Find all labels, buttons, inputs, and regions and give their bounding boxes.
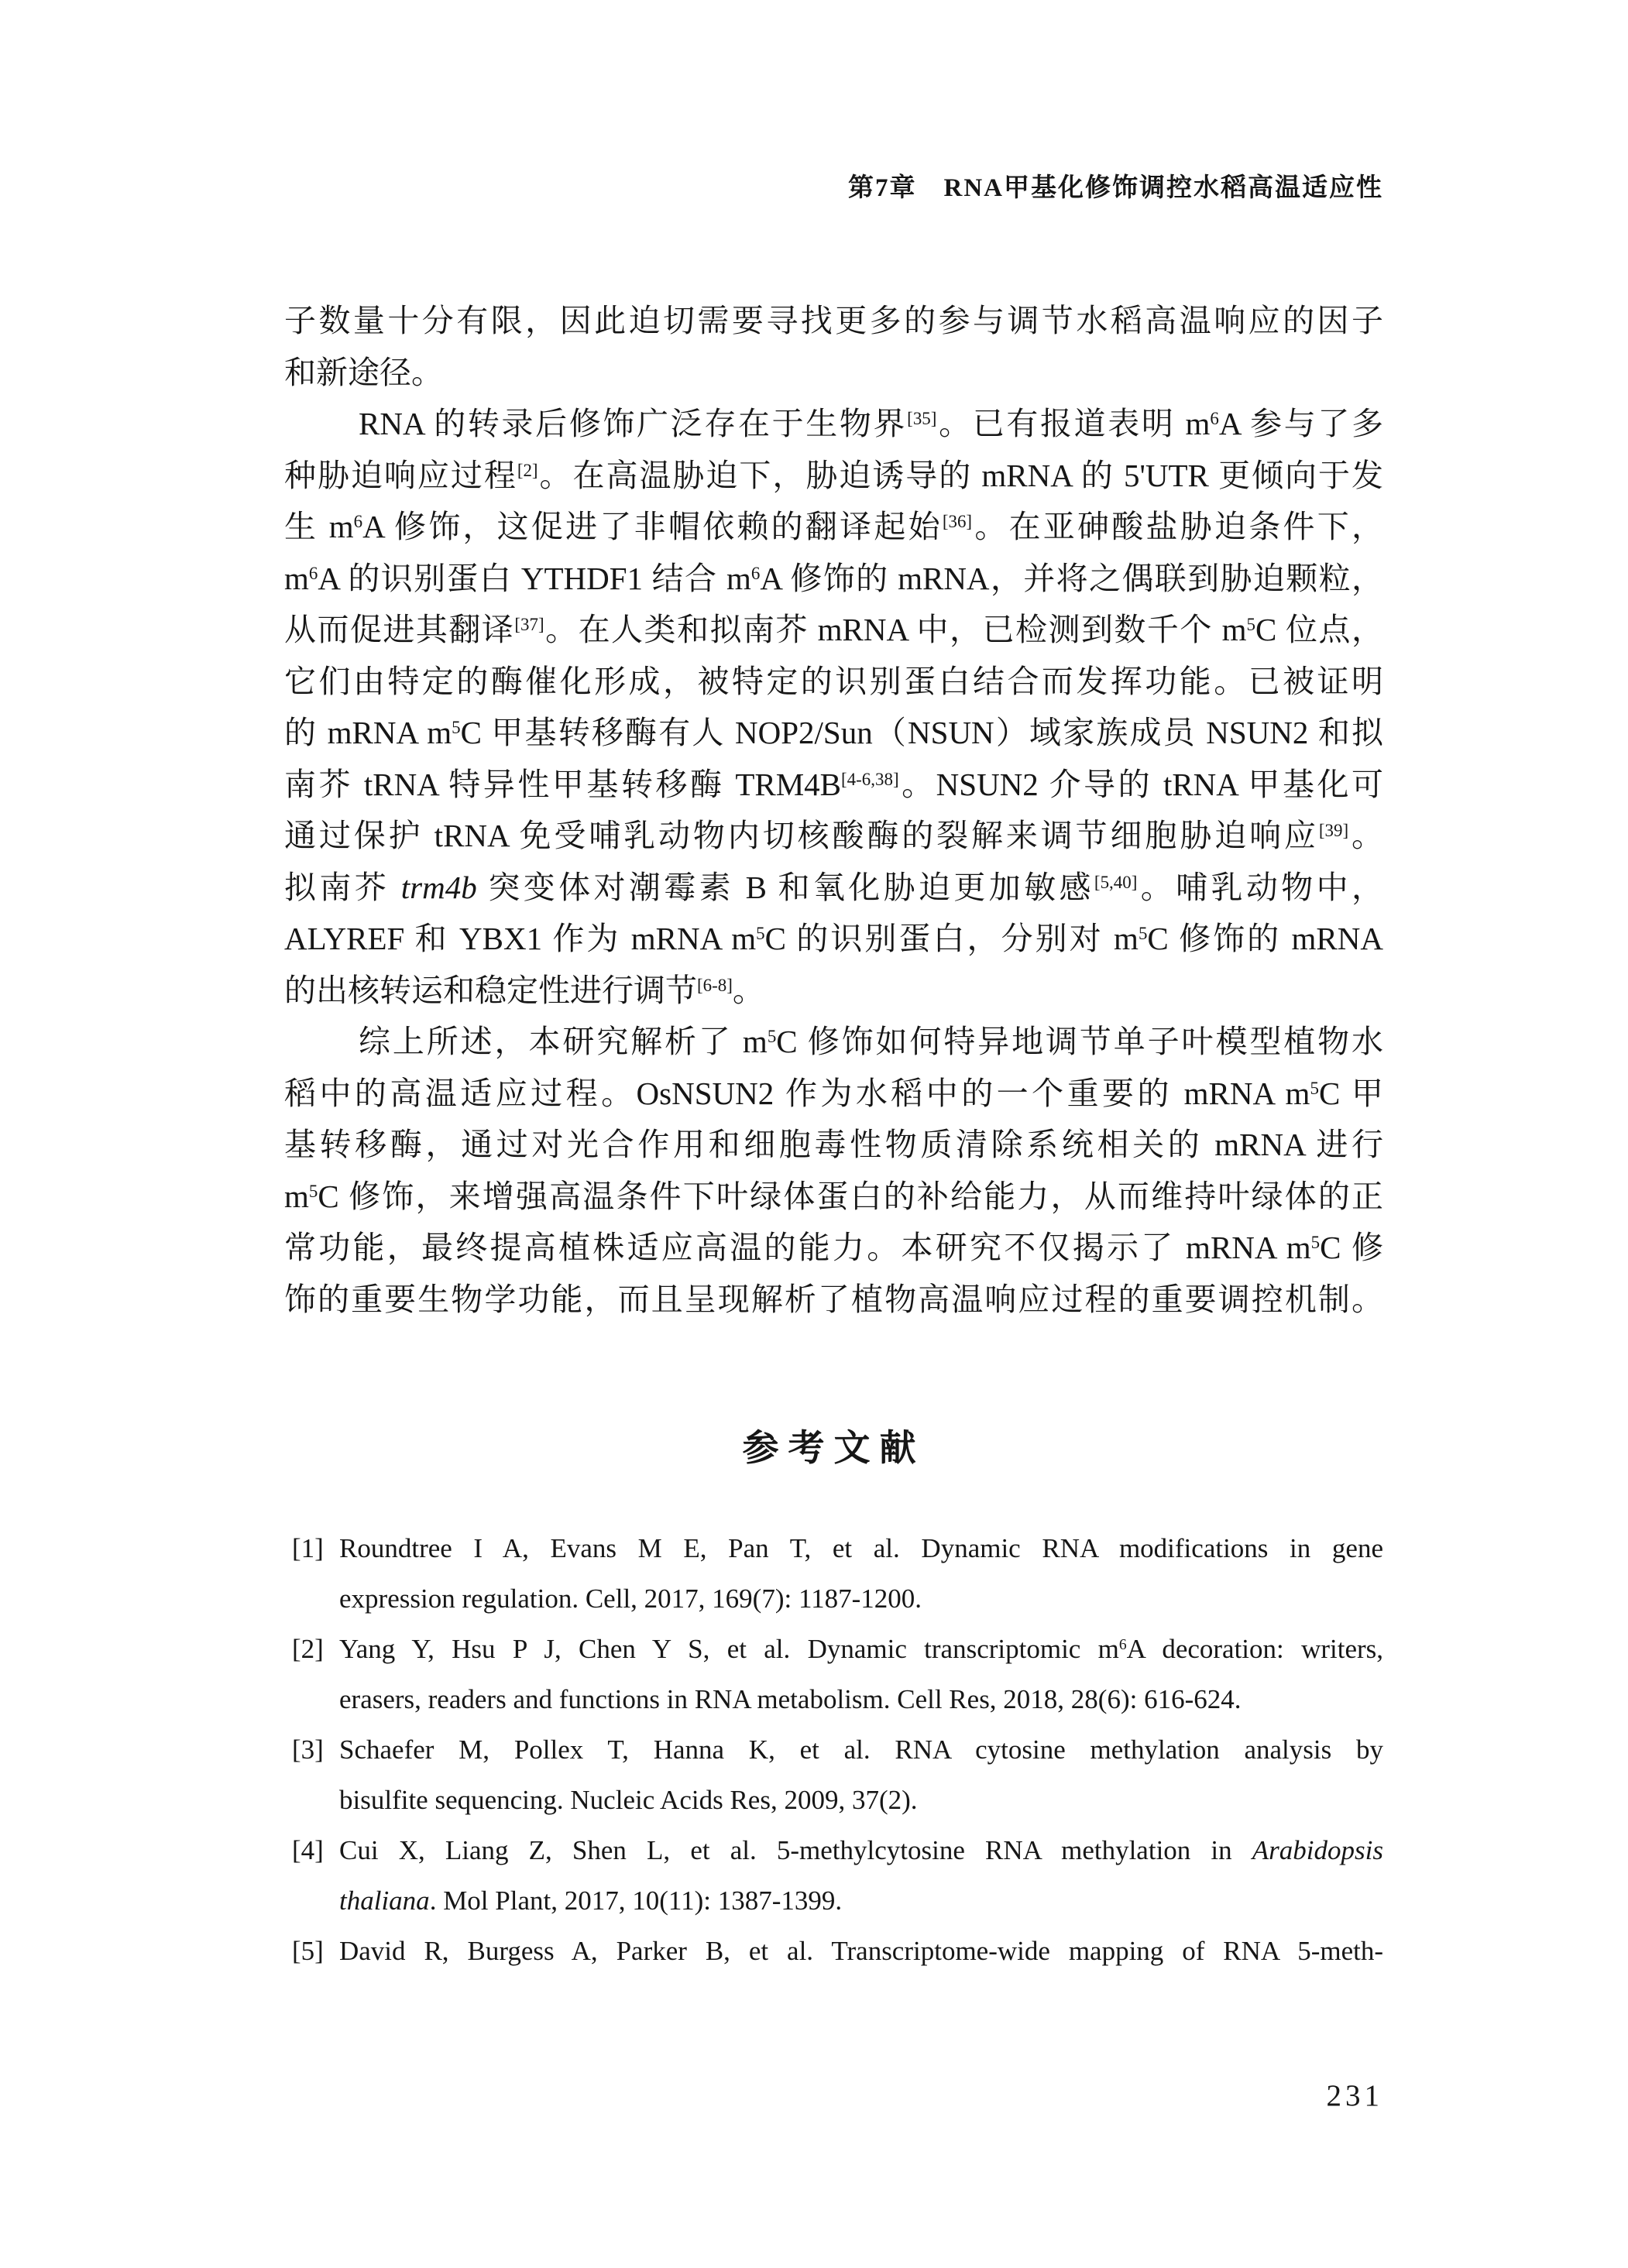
reference-number: [1] <box>292 1533 324 1563</box>
reference-text: Yang Y, Hsu P J, Chen Y S, et al. Dynamic transcriptomic $m^6A$ decoration: writers, <box>339 1634 1383 1664</box>
reference-number: [5] <box>292 1936 324 1966</box>
reference-number: [2] <box>292 1634 324 1664</box>
text-line: 南芥 tRNA 特异性甲基转移酶 TRM4B[4-6,38]。NSUN2 介导的 tRNA 甲基化可 <box>284 766 1383 802</box>
reference-line <box>284 1926 1383 1976</box>
text-line: 拟南芥 trm4b 突变体对潮霉素 B 和氧化胁迫更加敏感[5,40]。哺乳动物中， <box>284 869 1383 905</box>
reference-number: [4] <box>292 1835 324 1865</box>
text-line: 综上所述，本研究解析了 $m^5C$ 修饰如何特异地调节单子叶模型植物水 <box>359 1024 1383 1059</box>
references-list <box>284 1523 1383 1976</box>
text-line: 子数量十分有限，因此迫切需要寻找更多的参与调节水稻高温响应的因子 <box>284 303 1383 338</box>
text-line: RNA 的转录后修饰广泛存在于生物界[35]。已有报道表明 $m^6A$ 参与了多 <box>359 406 1383 441</box>
text-line: 生 $m^6A$ 修饰，这促进了非帽依赖的翻译起始[36]。在亚砷酸盐胁迫条件下， <box>284 509 1383 544</box>
reference-text: Schaefer M, Pollex T, Hanna K, et al. RNA cytosine methylation analysis by <box>339 1734 1383 1765</box>
reference-text: bisulfite sequencing. Nucleic Acids Res, 2009, 37(2). <box>339 1785 918 1815</box>
text-line: 种胁迫响应过程[2]。在高温胁迫下，胁迫诱导的 mRNA 的 5'UTR 更倾向于发 <box>284 457 1383 493</box>
reference-text: David R, Burgess A, Parker B, et al. Transcriptome-wide mapping of RNA 5-meth- <box>339 1936 1383 1966</box>
text-line: 饰的重要生物学功能，而且呈现解析了植物高温响应过程的重要调控机制。 <box>284 1281 1383 1317</box>
running-header: 第7章 RNA甲基化修饰调控水稻高温适应性 <box>848 174 1383 202</box>
reference-line <box>284 1523 1383 1573</box>
reference-text: expression regulation. Cell, 2017, 169(7): 1187-1200. <box>339 1583 922 1614</box>
text-line: 的出核转运和稳定性进行调节[6-8]。 <box>284 972 764 1008</box>
references-heading: 参考文献 <box>742 1427 926 1468</box>
reference-number: [3] <box>292 1734 324 1765</box>
text-line: 从而促进其翻译[37]。在人类和拟南芥 mRNA 中，已检测到数千个 $m^5C$ 位点， <box>284 612 1383 647</box>
text-line: 的 mRNA $m^5C$ 甲基转移酶有人 NOP2/Sun（NSUN）域家族成员 NSUN2 和拟 <box>284 715 1383 750</box>
text-line: 它们由特定的酶催化形成，被特定的识别蛋白结合而发挥功能。已被证明 <box>284 663 1383 699</box>
text-line: 和新途径。 <box>284 354 443 390</box>
reference-text: Roundtree I A, Evans M E, Pan T, et al. Dynamic RNA modifications in gene <box>339 1533 1383 1563</box>
text-line: ALYREF 和 YBX1 作为 mRNA $m^5C$ 的识别蛋白，分别对 $m^5C$ 修饰的 mRNA <box>284 921 1383 956</box>
text-line: $m^5C$ 修饰，来增强高温条件下叶绿体蛋白的补给能力，从而维持叶绿体的正 <box>284 1178 1383 1214</box>
body-text <box>284 295 1383 1325</box>
reference-text: Cui X, Liang Z, Shen L, et al. 5-methylcytosine RNA methylation in Arabidopsis <box>339 1835 1383 1865</box>
text-line: 通过保护 tRNA 免受哺乳动物内切核酸酶的裂解来调节细胞胁迫响应[39]。 <box>284 818 1383 853</box>
reference-line <box>284 1724 1383 1775</box>
reference-line <box>284 1825 1383 1875</box>
reference-line <box>284 1775 1383 1825</box>
reference-line <box>284 1624 1383 1674</box>
reference-text: thaliana. Mol Plant, 2017, 10(11): 1387-1399. <box>339 1885 843 1916</box>
text-line: 常功能，最终提高植株适应高温的能力。本研究不仅揭示了 mRNA $m^5C$ 修 <box>284 1230 1383 1265</box>
text-line: 基转移酶，通过对光合作用和细胞毒性物质清除系统相关的 mRNA 进行 <box>284 1127 1383 1162</box>
reference-text: erasers, readers and functions in RNA metabolism. Cell Res, 2018, 28(6): 616-624. <box>339 1684 1242 1714</box>
text-line: $m^6A$ 的识别蛋白 YTHDF1 结合 $m^6A$ 修饰的 mRNA，并将之偶联到胁迫颗粒， <box>284 560 1383 596</box>
reference-line <box>284 1674 1383 1724</box>
reference-line <box>284 1875 1383 1926</box>
page-number: 231 <box>1326 2079 1383 2112</box>
reference-line <box>284 1573 1383 1624</box>
text-line: 稻中的高温适应过程。OsNSUN2 作为水稻中的一个重要的 mRNA $m^5C$ 甲 <box>284 1075 1383 1111</box>
